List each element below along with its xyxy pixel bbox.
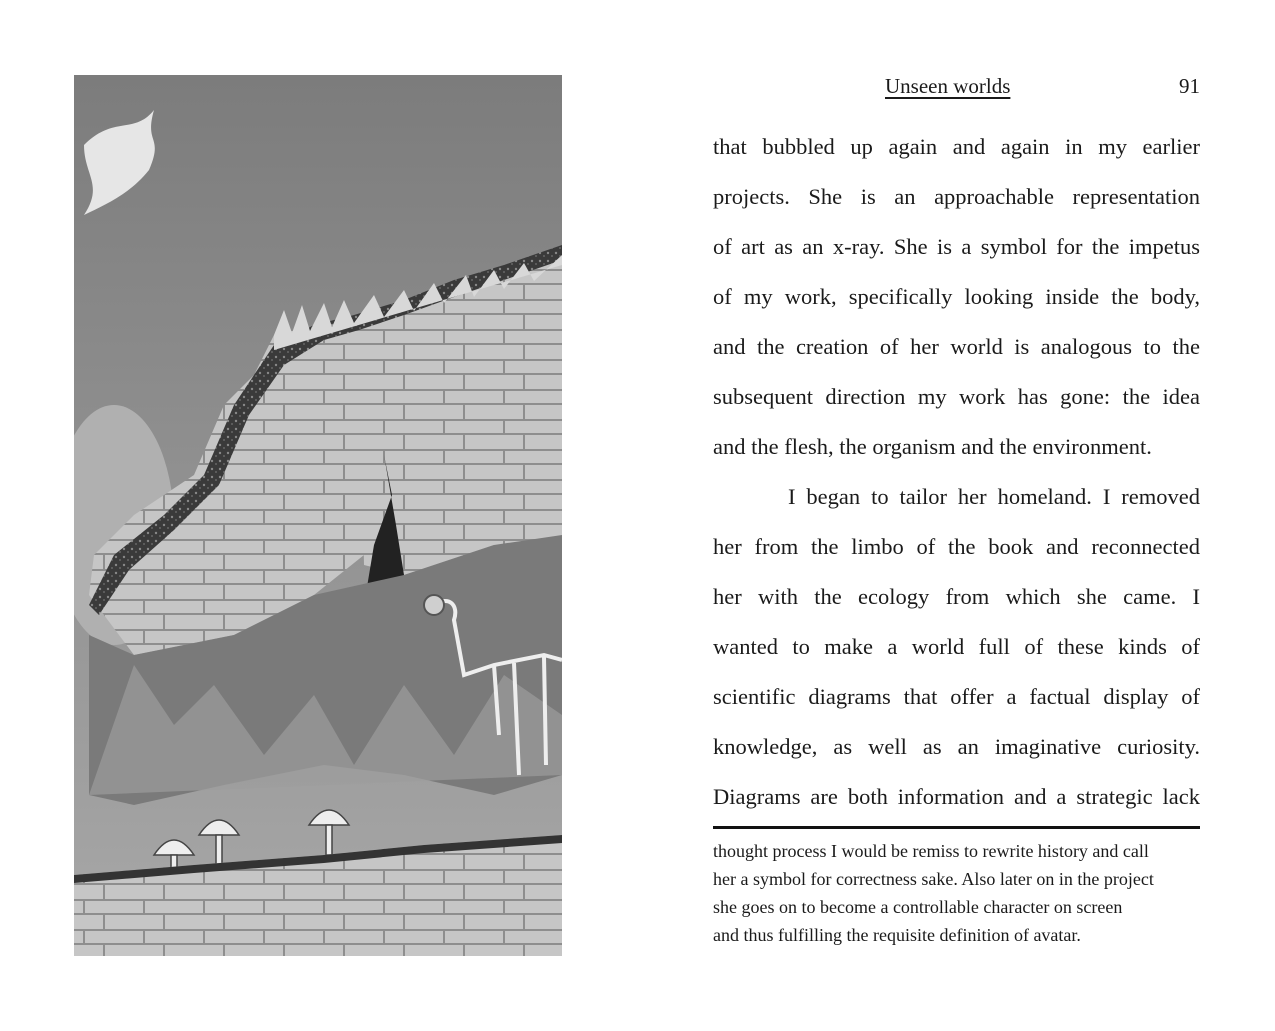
body-line: of my work, specifically looking inside the body,	[713, 284, 1200, 309]
text-page	[713, 68, 1200, 949]
body-line: Diagrams are both information and a strategic lack	[713, 784, 1200, 809]
running-head	[713, 68, 1200, 108]
body-text	[713, 122, 1200, 822]
footnote-line: and thus fulfilling the requisite definition of avatar.	[713, 925, 1081, 945]
body-line: scientific diagrams that offer a factual display of	[713, 684, 1200, 709]
footnote-line: thought process I would be remiss to rewrite history and call	[713, 841, 1149, 861]
body-line: of art as an x-ray. She is a symbol for the impetus	[713, 234, 1200, 259]
footnote-line: her a symbol for correctness sake. Also later on in the project	[713, 869, 1154, 889]
body-line: subsequent direction my work has gone: the idea	[713, 384, 1200, 409]
body-line: I began to tailor her homeland. I removed	[788, 484, 1200, 509]
body-line: that bubbled up again and again in my earlier	[713, 134, 1200, 159]
footnote	[713, 837, 1200, 949]
body-line: her from the limbo of the book and reconnected	[713, 534, 1200, 559]
stone-wall-camel-skeleton-illustration	[74, 75, 562, 956]
body-line: knowledge, as well as an imaginative curiosity.	[713, 734, 1200, 759]
body-line: and the creation of her world is analogous to the	[713, 334, 1200, 359]
footnote-divider	[713, 826, 1200, 829]
body-line: her with the ecology from which she came. I	[713, 584, 1200, 609]
page-number: 91	[1179, 74, 1200, 98]
footnote-line: she goes on to become a controllable character on screen	[713, 897, 1123, 917]
running-title: Unseen worlds	[885, 74, 1011, 98]
illustration-figure	[74, 75, 562, 956]
body-line: projects. She is an approachable representation	[713, 184, 1200, 209]
body-line: wanted to make a world full of these kinds of	[713, 634, 1200, 659]
body-line: and the flesh, the organism and the environment.	[713, 434, 1152, 459]
